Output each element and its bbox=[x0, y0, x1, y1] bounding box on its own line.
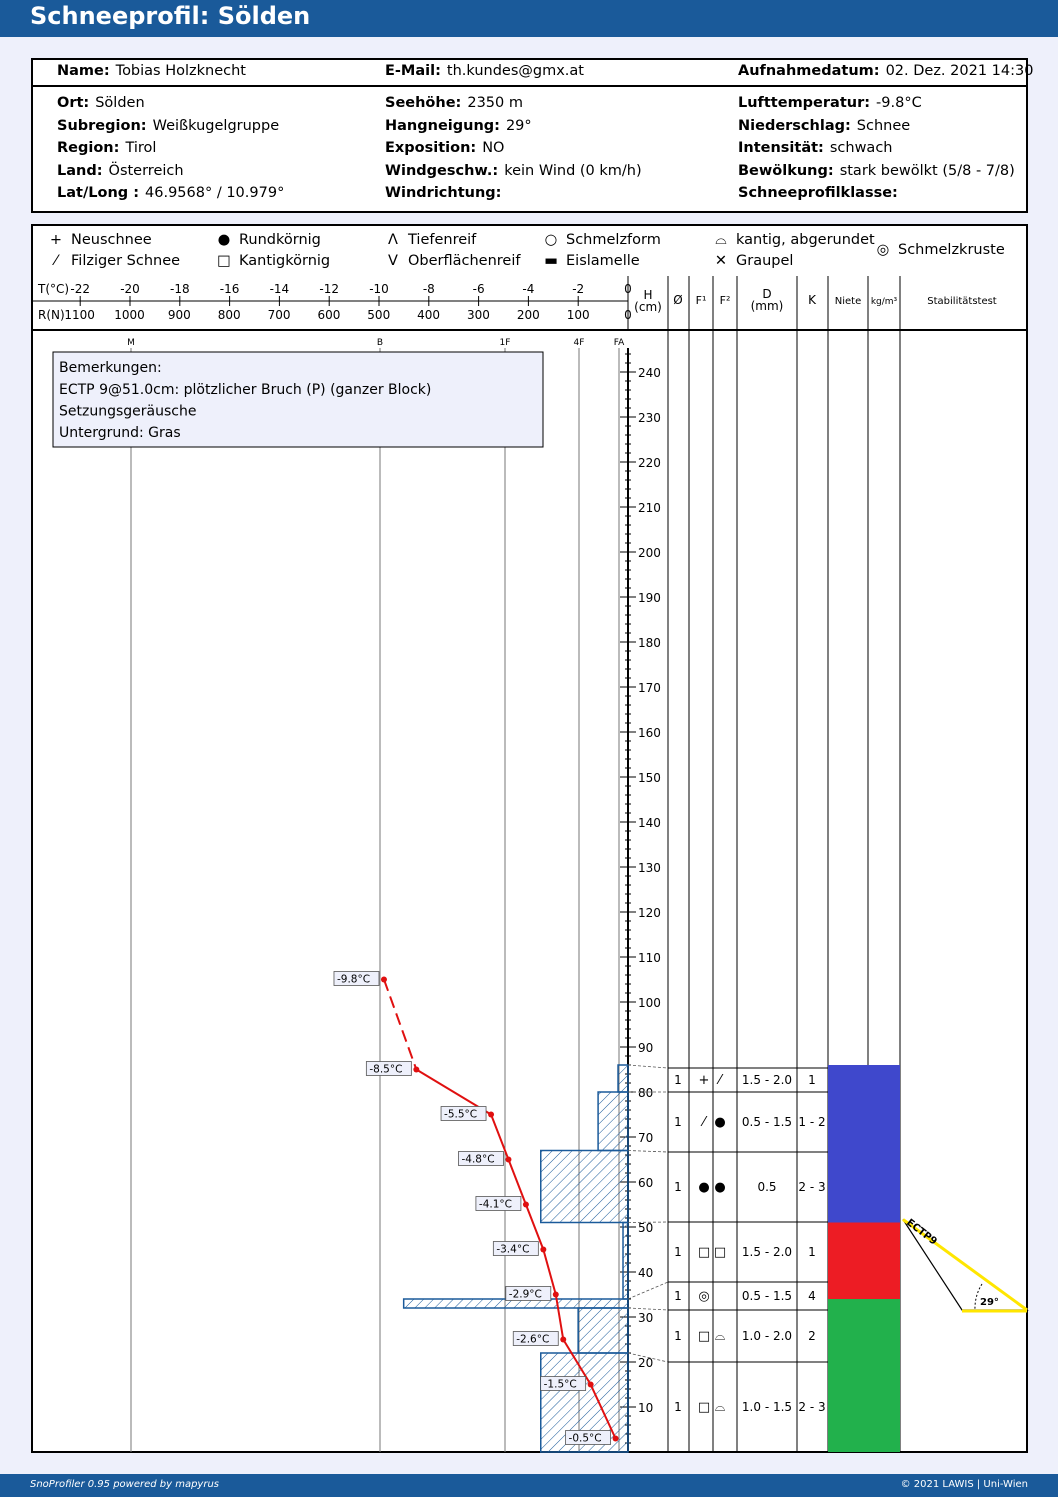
temperature-label: -4.8°C bbox=[461, 1153, 495, 1166]
r-tick-label: 700 bbox=[267, 308, 291, 322]
legend-symbol-icon: ▬ bbox=[544, 253, 558, 269]
hardness-label: 1F bbox=[499, 338, 511, 348]
t-tick-label: -16 bbox=[219, 282, 240, 296]
r-tick-label: 900 bbox=[167, 308, 191, 322]
h-tick-label: 80 bbox=[638, 1086, 654, 1100]
info-col1-row: Subregion: Weißkugelgruppe bbox=[57, 117, 280, 134]
layer-k: 1 bbox=[808, 1245, 816, 1259]
legend-symbol-icon: ● bbox=[217, 232, 231, 248]
r-tick-label: 1000 bbox=[114, 308, 145, 322]
layer-connector bbox=[628, 1308, 668, 1310]
h-tick-label: 130 bbox=[638, 861, 661, 875]
legend-symbol-icon: ✕ bbox=[714, 253, 728, 269]
hardness-layer bbox=[541, 1151, 628, 1223]
legend-symbol-icon: Λ bbox=[388, 232, 398, 248]
hardness-label: M bbox=[127, 338, 135, 348]
r-tick-label: 600 bbox=[317, 308, 341, 322]
layer-connector bbox=[628, 1151, 668, 1153]
t-tick-label: -10 bbox=[369, 282, 389, 296]
remarks-title: Bemerkungen: bbox=[59, 360, 162, 376]
temperature-label: -5.5°C bbox=[444, 1108, 478, 1121]
legend-symbol-icon: V bbox=[388, 253, 398, 269]
t-tick-label: -6 bbox=[472, 282, 485, 296]
temperature-point bbox=[523, 1202, 529, 1208]
email-field: E-Mail: th.kundes@gmx.at bbox=[385, 63, 584, 79]
layer-color bbox=[828, 1353, 900, 1452]
temperature-label: -2.6°C bbox=[516, 1333, 550, 1346]
info-col2-row: Windgeschw.: kein Wind (0 km/h) bbox=[385, 162, 642, 179]
layer-d: 0.5 - 1.5 bbox=[741, 1289, 793, 1303]
layer-f1: □ bbox=[697, 1329, 711, 1344]
t-tick-label: -12 bbox=[319, 282, 340, 296]
layer-f1: ◎ bbox=[698, 1289, 710, 1304]
h-tick-label: 30 bbox=[638, 1311, 654, 1325]
temperature-point bbox=[613, 1436, 619, 1442]
temperature-point bbox=[553, 1292, 559, 1298]
h-tick-label: 50 bbox=[638, 1221, 654, 1235]
legend-item: □ Kantigkörnig bbox=[209, 253, 330, 269]
layer-oe: 1 bbox=[674, 1180, 682, 1194]
legend-item: + Neuschnee bbox=[41, 232, 152, 248]
h-tick-label: 60 bbox=[638, 1176, 654, 1190]
h-axis-label: H bbox=[643, 288, 653, 302]
r-tick-label: 1100 bbox=[64, 308, 95, 322]
footer-copyright: © 2021 LAWIS | Uni-Wien bbox=[900, 1479, 1028, 1490]
legend-item: ✕ Graupel bbox=[706, 253, 793, 269]
temperature-label: -9.8°C bbox=[336, 973, 371, 986]
legend-item: ▬ Eislamelle bbox=[536, 253, 640, 269]
name-field: Name: Tobias Holzknecht bbox=[57, 63, 246, 79]
temperature-point bbox=[540, 1247, 546, 1253]
t-tick-label: -22 bbox=[70, 282, 91, 296]
legend-item: ◎ Schmelzkruste bbox=[868, 242, 1005, 258]
column-header: Stabilitätstest bbox=[927, 296, 997, 307]
legend-symbol-icon: ⁄ bbox=[54, 253, 58, 269]
layer-f1: ● bbox=[698, 1180, 710, 1195]
legend-item: ○ Schmelzform bbox=[536, 232, 661, 248]
h-tick-label: 180 bbox=[638, 636, 661, 650]
info-col2-row: Hangneigung: 29° bbox=[385, 117, 532, 134]
temperature-point bbox=[588, 1382, 594, 1388]
hardness-layer bbox=[598, 1092, 628, 1151]
column-header: F² bbox=[719, 294, 731, 307]
slope-label: 29° bbox=[980, 1297, 999, 1308]
temperature-point bbox=[413, 1067, 419, 1073]
h-tick-label: 90 bbox=[638, 1041, 654, 1055]
remarks-line: ECTP 9@51.0cm: plötzlicher Bruch (P) (ganzer Block) bbox=[59, 382, 432, 398]
h-tick-label: 200 bbox=[638, 546, 661, 560]
layer-color bbox=[828, 1299, 900, 1308]
layer-f2: ⌓ bbox=[714, 1329, 726, 1344]
layer-d: 1.0 - 1.5 bbox=[741, 1400, 793, 1414]
hardness-layer bbox=[618, 1065, 628, 1092]
footer bbox=[0, 1474, 1058, 1497]
info-col3-row: Schneeprofilklasse: bbox=[738, 185, 898, 201]
h-tick-label: 70 bbox=[638, 1131, 654, 1145]
layer-k: 4 bbox=[808, 1289, 816, 1303]
h-tick-label: 170 bbox=[638, 681, 661, 695]
r-tick-label: 100 bbox=[566, 308, 590, 322]
h-tick-label: 150 bbox=[638, 771, 661, 785]
r-axis-label: R(N) bbox=[38, 308, 65, 322]
temperature-point bbox=[505, 1157, 511, 1163]
layer-connector bbox=[628, 1282, 668, 1299]
layer-f2: ⌓ bbox=[714, 1400, 726, 1415]
layer-k: 2 - 3 bbox=[798, 1180, 826, 1194]
h-tick-label: 190 bbox=[638, 591, 661, 605]
layer-d: 1.5 - 2.0 bbox=[741, 1245, 793, 1259]
layer-oe: 1 bbox=[674, 1400, 682, 1414]
info-col2-row: Seehöhe: 2350 m bbox=[385, 95, 523, 111]
h-tick-label: 230 bbox=[638, 411, 661, 425]
legend-item: ● Rundkörnig bbox=[209, 232, 321, 248]
t-tick-label: -14 bbox=[269, 282, 290, 296]
h-axis-unit: (cm) bbox=[634, 300, 662, 314]
legend-item: ⁄ Filziger Schnee bbox=[41, 253, 180, 269]
info-col1-row: Region: Tirol bbox=[57, 140, 157, 156]
layer-oe: 1 bbox=[674, 1115, 682, 1129]
h-tick-label: 140 bbox=[638, 816, 661, 830]
h-tick-label: 220 bbox=[638, 456, 661, 470]
t-axis-label: T(°C) bbox=[38, 282, 70, 296]
temperature-point bbox=[381, 977, 387, 983]
h-tick-label: 10 bbox=[638, 1401, 654, 1415]
legend-symbol-icon: ◎ bbox=[876, 242, 890, 258]
temperature-segment bbox=[384, 980, 416, 1070]
legend-item: V Oberflächenreif bbox=[378, 253, 521, 269]
column-header: K bbox=[808, 293, 816, 307]
h-tick-label: 40 bbox=[638, 1266, 654, 1280]
hardness-layer bbox=[578, 1308, 628, 1353]
t-tick-label: -2 bbox=[572, 282, 585, 296]
info-col3-row: Intensität: schwach bbox=[738, 140, 893, 156]
info-col1-row: Land: Österreich bbox=[57, 162, 184, 179]
column-header: (mm) bbox=[750, 299, 784, 313]
layer-f2: ⁄ bbox=[718, 1073, 722, 1088]
h-tick-label: 120 bbox=[638, 906, 661, 920]
column-header: Niete bbox=[834, 296, 862, 307]
layer-connector bbox=[628, 1065, 668, 1068]
column-header: F¹ bbox=[695, 294, 707, 307]
layer-k: 2 - 3 bbox=[798, 1400, 826, 1414]
stability-label: ECTP9 bbox=[904, 1217, 939, 1248]
layer-color bbox=[828, 1092, 900, 1151]
layer-f2: ● bbox=[714, 1115, 726, 1130]
layer-d: 0.5 bbox=[757, 1180, 777, 1194]
info-col2-row: Windrichtung: bbox=[385, 185, 502, 201]
column-header: D bbox=[762, 287, 772, 301]
hardness-label: B bbox=[376, 338, 384, 348]
layer-f2: ● bbox=[714, 1180, 726, 1195]
h-tick-label: 100 bbox=[638, 996, 661, 1010]
h-tick-label: 210 bbox=[638, 501, 661, 515]
h-tick-label: 240 bbox=[638, 366, 661, 380]
layer-k: 1 - 2 bbox=[798, 1115, 826, 1129]
layer-f1: □ bbox=[697, 1245, 711, 1260]
t-tick-label: -18 bbox=[169, 282, 190, 296]
layer-d: 1.0 - 2.0 bbox=[741, 1329, 793, 1343]
layer-color bbox=[828, 1151, 900, 1223]
temperature-label: -4.1°C bbox=[478, 1198, 512, 1211]
footer-credit: SnoProfiler 0.95 powered by mapyrus bbox=[30, 1479, 220, 1490]
layer-f1: □ bbox=[697, 1400, 711, 1415]
hardness-layer bbox=[623, 1223, 628, 1300]
layer-oe: 1 bbox=[674, 1289, 682, 1303]
t-tick-label: -20 bbox=[120, 282, 140, 296]
r-tick-label: 400 bbox=[417, 308, 441, 322]
hardness-label: 4F bbox=[573, 338, 585, 348]
info-col3-row: Lufttemperatur: -9.8°C bbox=[738, 95, 922, 111]
column-header: kg/m³ bbox=[870, 297, 898, 307]
remarks-line: Untergrund: Gras bbox=[59, 425, 181, 441]
layer-oe: 1 bbox=[674, 1073, 682, 1087]
r-tick-label: 800 bbox=[217, 308, 241, 322]
page-title: Schneeprofil: Sölden bbox=[30, 2, 311, 30]
r-tick-label: 300 bbox=[466, 308, 490, 322]
info-col3-row: Bewölkung: stark bewölkt (5/8 - 7/8) bbox=[738, 162, 1015, 179]
legend-symbol-icon: ⌓ bbox=[715, 232, 727, 248]
legend-item: ⌓ kantig, abgerundet bbox=[706, 232, 875, 248]
h-tick-label: 110 bbox=[638, 951, 661, 965]
date-field: Aufnahmedatum: 02. Dez. 2021 14:30 bbox=[738, 63, 1034, 79]
t-tick-label: 0 bbox=[624, 282, 632, 296]
info-col3-row: Niederschlag: Schnee bbox=[738, 117, 911, 134]
legend-symbol-icon: ○ bbox=[544, 232, 558, 248]
temperature-point bbox=[560, 1337, 566, 1343]
r-tick-label: 500 bbox=[367, 308, 391, 322]
temperature-label: -8.5°C bbox=[369, 1063, 403, 1076]
temperature-label: -1.5°C bbox=[543, 1378, 577, 1391]
h-tick-label: 160 bbox=[638, 726, 661, 740]
layer-k: 2 bbox=[808, 1329, 816, 1343]
layer-f1: ⁄ bbox=[702, 1115, 706, 1130]
layer-f2: □ bbox=[713, 1245, 727, 1260]
legend-item: Λ Tiefenreif bbox=[378, 232, 476, 248]
layer-k: 1 bbox=[808, 1073, 816, 1087]
t-tick-label: -8 bbox=[422, 282, 435, 296]
r-tick-label: 0 bbox=[624, 308, 632, 322]
layer-d: 1.5 - 2.0 bbox=[741, 1073, 793, 1087]
temperature-label: -3.4°C bbox=[496, 1243, 530, 1256]
layer-color bbox=[828, 1223, 900, 1300]
info-col1-row: Lat/Long : 46.9568° / 10.979° bbox=[57, 185, 285, 201]
temperature-label: -2.9°C bbox=[508, 1288, 542, 1301]
layer-oe: 1 bbox=[674, 1245, 682, 1259]
remarks-line: Setzungsgeräusche bbox=[59, 403, 197, 420]
column-header: Ø bbox=[673, 293, 683, 307]
hardness-label: FA bbox=[613, 338, 625, 348]
h-tick-label: 20 bbox=[638, 1356, 654, 1370]
layer-color bbox=[828, 1065, 900, 1092]
legend-symbol-icon: + bbox=[49, 232, 63, 248]
r-tick-label: 200 bbox=[516, 308, 540, 322]
layer-oe: 1 bbox=[674, 1329, 682, 1343]
temperature-point bbox=[488, 1112, 494, 1118]
layer-d: 0.5 - 1.5 bbox=[741, 1115, 793, 1129]
t-tick-label: -4 bbox=[522, 282, 535, 296]
legend-symbol-icon: □ bbox=[217, 253, 231, 269]
info-col2-row: Exposition: NO bbox=[385, 140, 505, 156]
layer-f1: + bbox=[698, 1073, 710, 1088]
layer-color bbox=[828, 1308, 900, 1353]
info-col1-row: Ort: Sölden bbox=[57, 95, 145, 111]
temperature-label: -0.5°C bbox=[568, 1432, 602, 1445]
